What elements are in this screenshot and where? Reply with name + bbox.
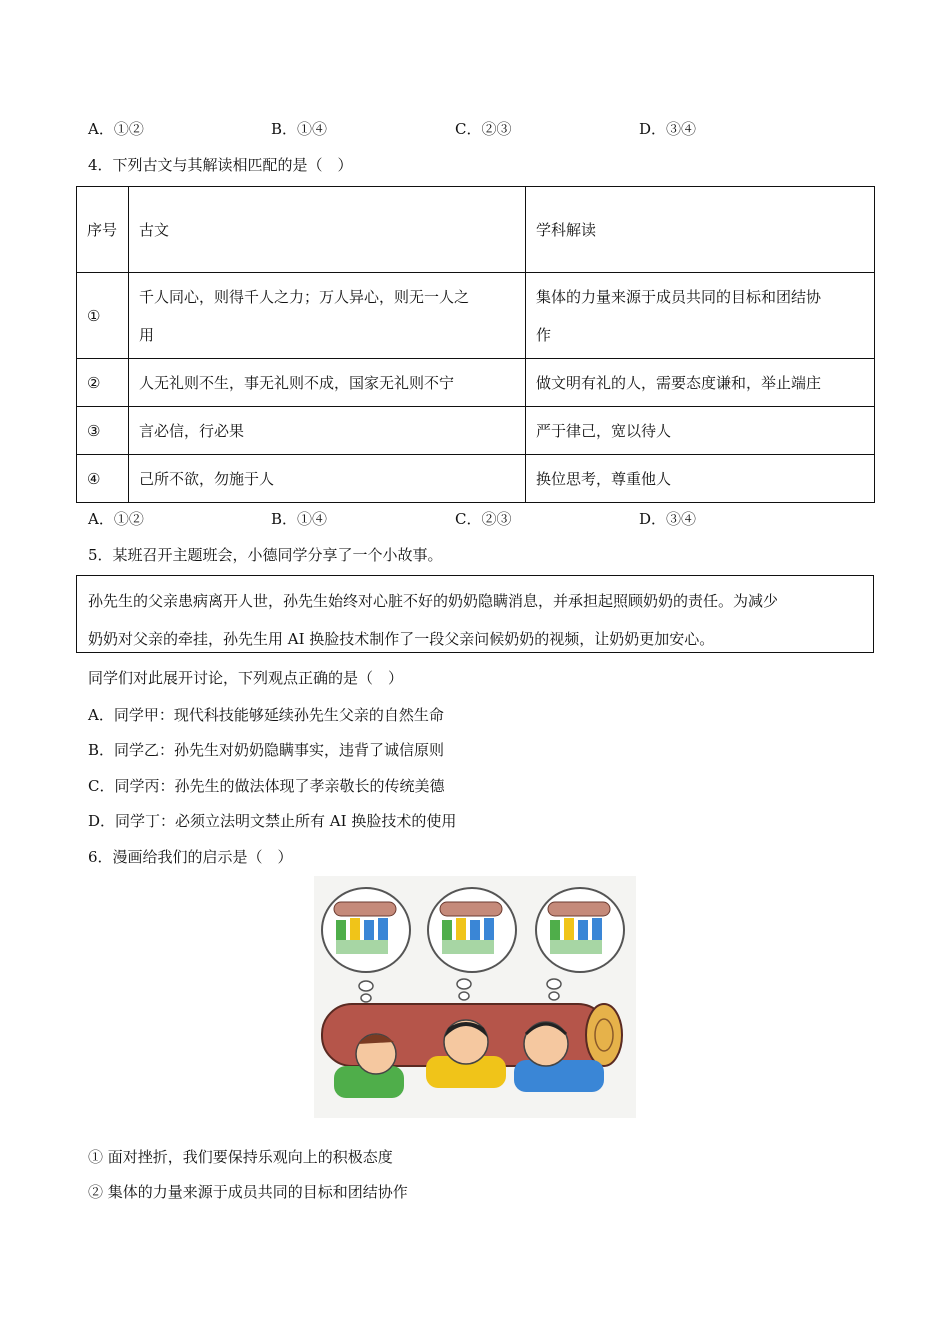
row-interpret: 严于律己，宽以待人 <box>526 407 875 455</box>
header-interpret: 学科解读 <box>526 187 875 273</box>
q3-option-c[interactable]: C．②③ <box>455 120 512 138</box>
row-ancient: 人无礼则不生，事无礼则不成，国家无礼则不宁 <box>129 359 526 407</box>
q6-stem: 6．漫画给我们的启示是（ ） <box>88 848 293 866</box>
table-row <box>77 359 875 407</box>
row-interpret <box>526 273 875 359</box>
q4-option-d[interactable]: D．③④ <box>639 510 697 528</box>
q3-option-a[interactable]: A．①② <box>88 120 144 138</box>
q5-story-line2: 奶奶对父亲的牵挂，孙先生用 AI 换脸技术制作了一段父亲问候奶奶的视频，让奶奶更加安心。 <box>88 630 715 648</box>
row-num: ② <box>77 359 129 407</box>
row-interpret-line1: 集体的力量来源于成员共同的目标和团结协 <box>536 287 822 306</box>
q5-option-c[interactable]: C．同学丙：孙先生的做法体现了孝亲敬长的传统美德 <box>88 777 445 795</box>
q5-option-d[interactable]: D．同学丁：必须立法明文禁止所有 AI 换脸技术的使用 <box>88 812 457 830</box>
q5-question: 同学们对此展开讨论，下列观点正确的是（ ） <box>88 669 404 687</box>
q3-option-d[interactable]: D．③④ <box>639 120 697 138</box>
q3-options <box>88 118 888 140</box>
q5-option-a[interactable]: A．同学甲：现代科技能够延续孙先生父亲的自然生命 <box>88 706 444 724</box>
thought-bubble-right <box>536 888 624 972</box>
q5-option-b[interactable]: B．同学乙：孙先生对奶奶隐瞒事实，违背了诚信原则 <box>88 741 445 759</box>
q4-option-b[interactable]: B．①④ <box>271 510 328 528</box>
cartoon-image <box>314 876 636 1118</box>
q4-table <box>76 186 875 503</box>
table-row <box>77 407 875 455</box>
header-num: 序号 <box>77 187 129 273</box>
row-ancient-line1: 千人同心，则得千人之力；万人异心，则无一人之 <box>139 287 470 306</box>
q6-statement-1: ① 面对挫折，我们要保持乐观向上的积极态度 <box>88 1148 393 1166</box>
row-interpret: 换位思考，尊重他人 <box>526 455 875 503</box>
row-ancient: 言必信，行必果 <box>129 407 526 455</box>
q3-option-b[interactable]: B．①④ <box>271 120 328 138</box>
row-ancient: 己所不欲，勿施于人 <box>129 455 526 503</box>
row-ancient-line2: 用 <box>139 325 155 344</box>
row-interpret: 做文明有礼的人，需要态度谦和，举止端庄 <box>526 359 875 407</box>
table-header-row <box>77 187 875 273</box>
row-num: ③ <box>77 407 129 455</box>
table-row <box>77 455 875 503</box>
q4-option-a[interactable]: A．①② <box>88 510 144 528</box>
thought-bubble-left <box>322 888 410 972</box>
q6-statement-2: ② 集体的力量来源于成员共同的目标和团结协作 <box>88 1183 408 1201</box>
row-num: ① <box>77 273 129 359</box>
q4-stem: 4．下列古文与其解读相匹配的是（ ） <box>88 156 353 174</box>
row-interpret-line2: 作 <box>536 325 552 344</box>
table-row <box>77 273 875 359</box>
q4-options <box>88 508 888 530</box>
row-num: ④ <box>77 455 129 503</box>
thought-bubble-middle <box>428 888 516 972</box>
row-ancient <box>129 273 526 359</box>
header-ancient: 古文 <box>129 187 526 273</box>
q5-story-box <box>76 575 874 653</box>
q5-stem: 5．某班召开主题班会，小德同学分享了一个小故事。 <box>88 546 443 564</box>
q5-story-line1: 孙先生的父亲患病离开人世，孙先生始终对心脏不好的奶奶隐瞒消息，并承担起照顾奶奶的责任。为减少 <box>88 592 779 610</box>
q4-option-c[interactable]: C．②③ <box>455 510 512 528</box>
